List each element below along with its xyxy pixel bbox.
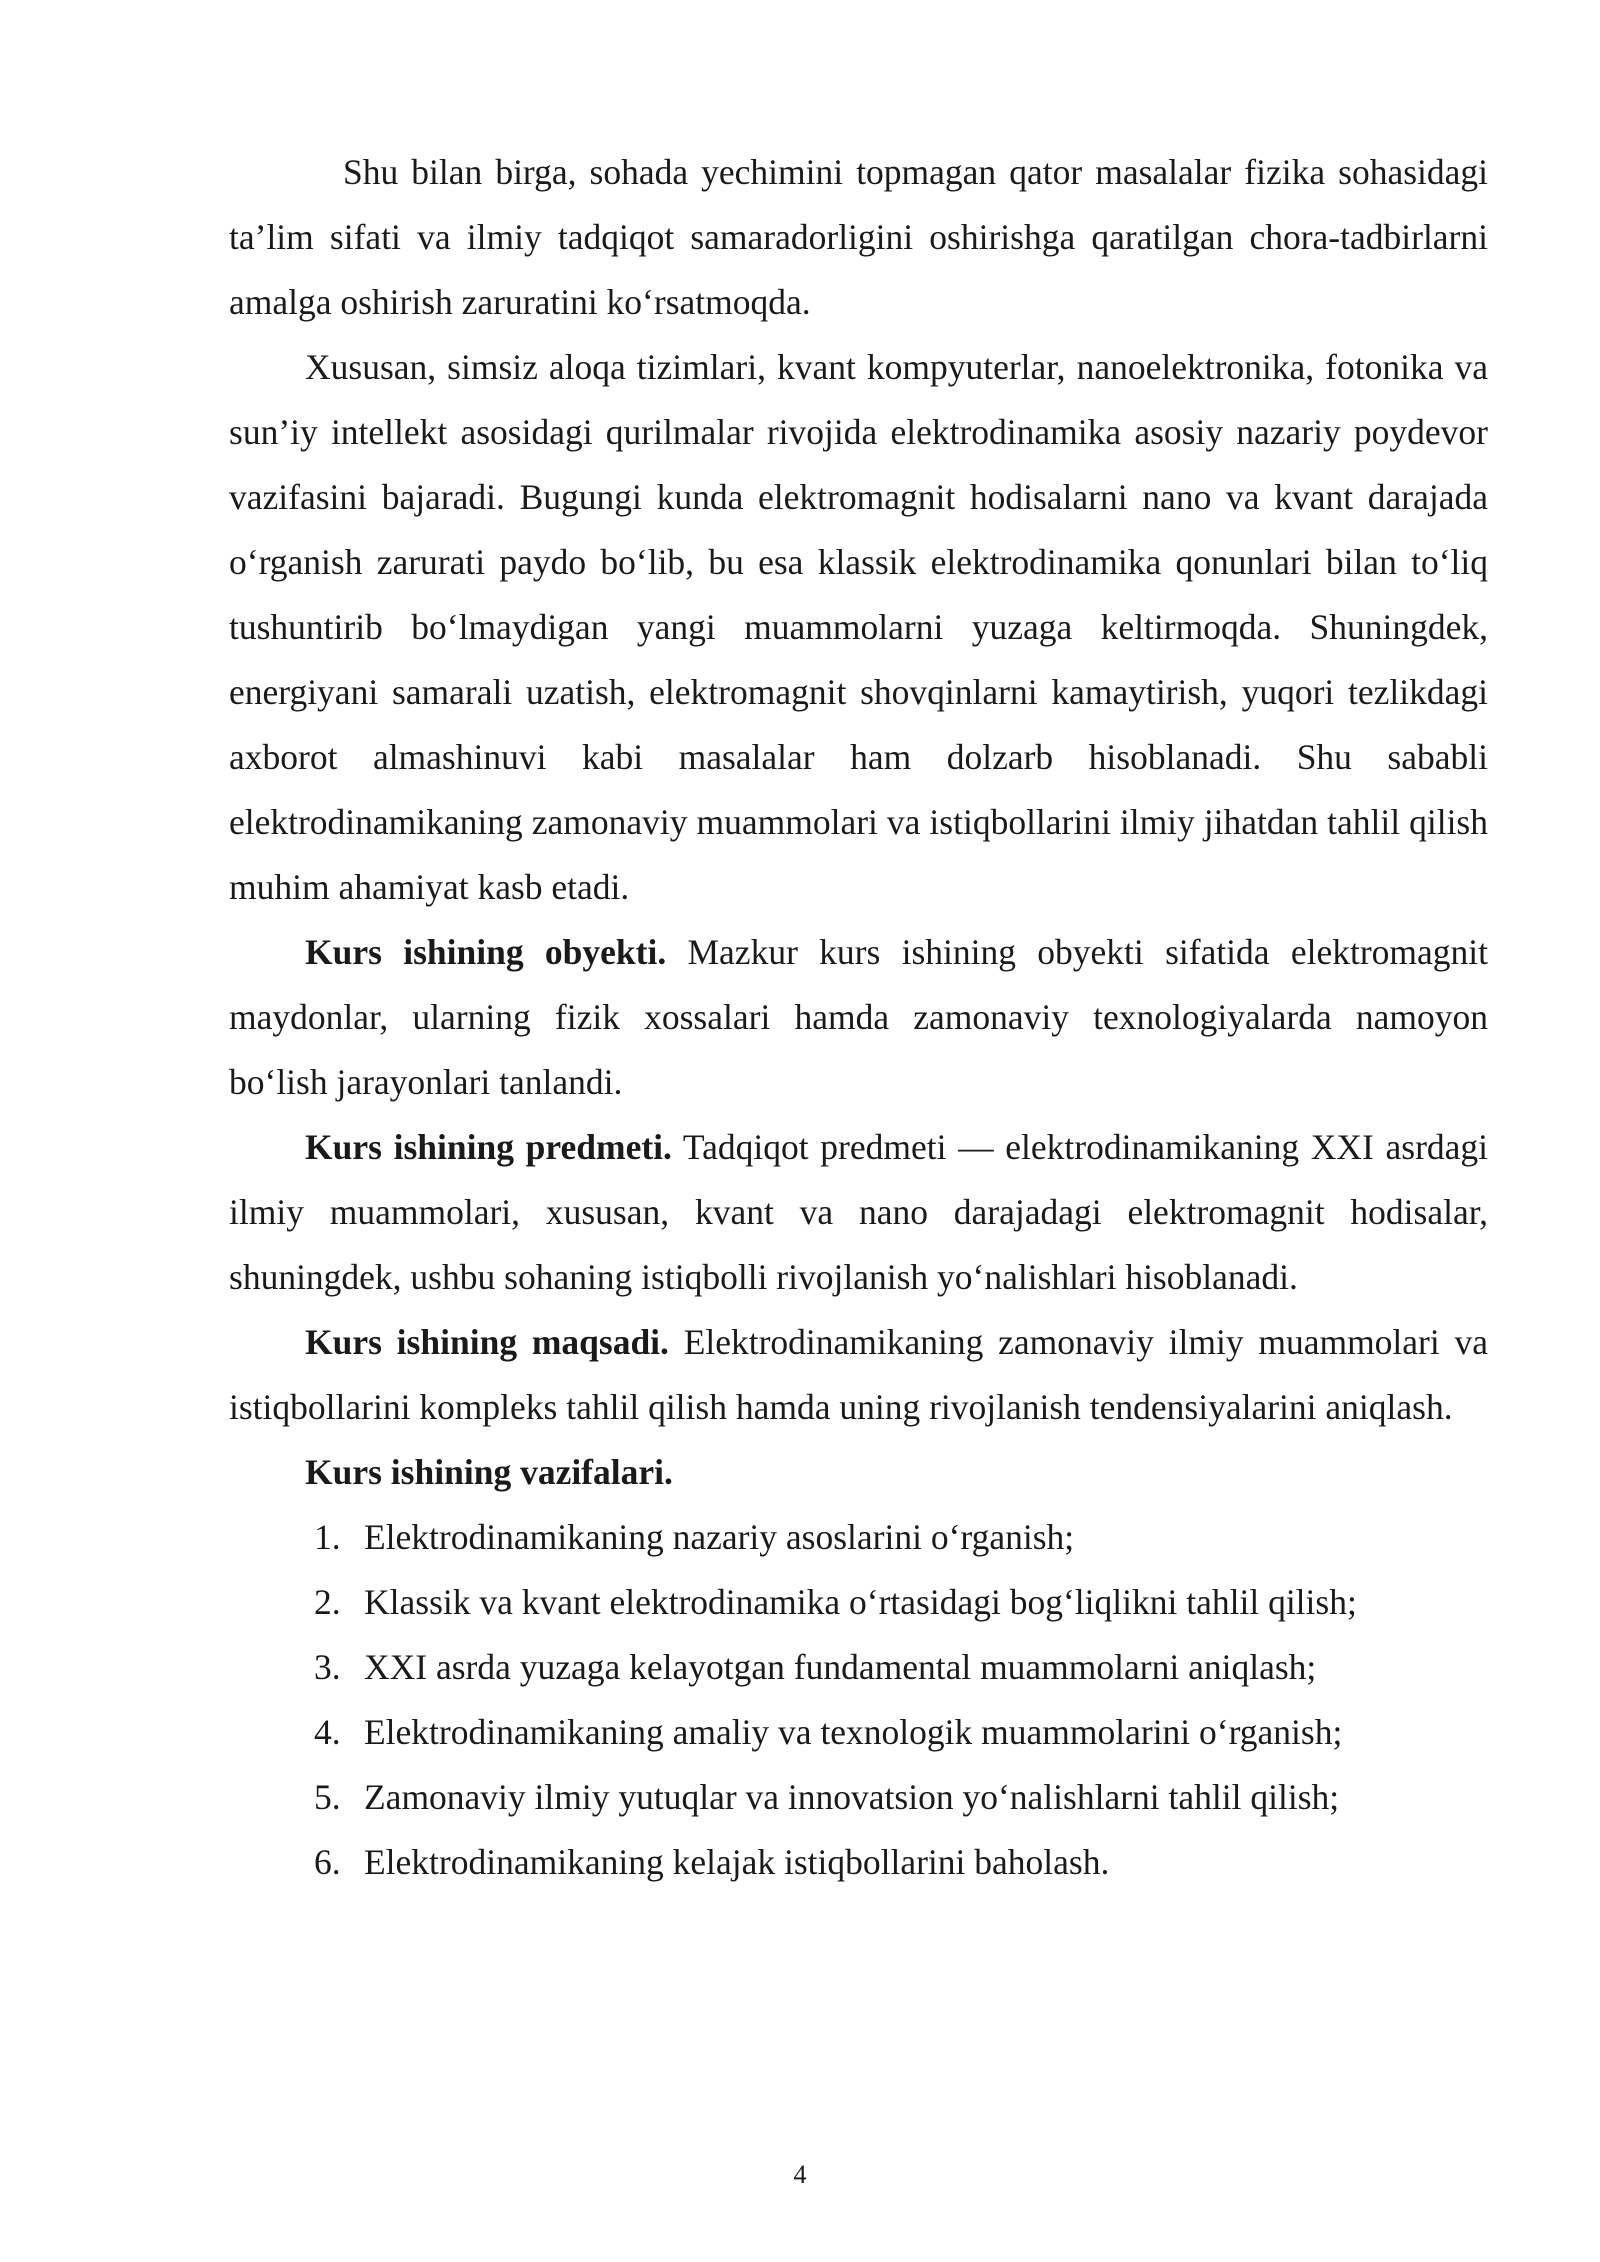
list-item-number: 4.: [314, 1712, 341, 1752]
list-item-text: Elektrodinamikaning amaliy va texnologik muammolarini o‘rganish;: [364, 1712, 1343, 1752]
list-item: [229, 1505, 1488, 1570]
list-item-number: 6.: [314, 1842, 341, 1882]
subject-text: Tadqiqot predmeti — elektrodinamikaning XXI asrdagi ilmiy muammolari, xususan, kvant va nano darajadagi elektromagnit hodisalar, shuningdek, ushbu sohaning istiqbolli rivojlanish yo‘nalishlari hisoblanadi.: [229, 1127, 1489, 1297]
list-item-number: 5.: [314, 1777, 341, 1817]
goal-label: Kurs ishining maqsadi.: [305, 1322, 669, 1362]
list-item: [229, 1830, 1488, 1895]
list-item-text: Elektrodinamikaning nazariy asoslarini o‘rganish;: [364, 1517, 1075, 1557]
page-number: 4: [793, 2160, 807, 2189]
list-item: [229, 1765, 1488, 1830]
paragraph-goal: [229, 1310, 1488, 1440]
object-text: Mazkur kurs ishining obyekti sifatida elektromagnit maydonlar, ularning fizik xossalari hamda zamonaviy texnologiyalarda namoyon bo‘lish jarayonlari tanlandi.: [229, 932, 1488, 1102]
list-item-text: XXI asrda yuzaga kelayotgan fundamental muammolarni aniqlash;: [364, 1647, 1317, 1687]
subject-label: Kurs ishining predmeti.: [305, 1127, 672, 1167]
list-item-number: 2.: [314, 1582, 341, 1622]
tasks-list: [229, 1505, 1488, 1895]
list-item-number: 1.: [314, 1517, 341, 1557]
goal-text: Elektrodinamikaning zamonaviy ilmiy muammolari va istiqbollarini kompleks tahlil qilish hamda uning rivojlanish tendensiyalarini aniqlash.: [229, 1322, 1488, 1427]
paragraph-object: [229, 920, 1488, 1115]
paragraph-relevance: Xususan, simsiz aloqa tizimlari, kvant kompyuterlar, nanoelektronika, fotonika va sun’iy intellekt asosidagi qurilmalar rivojida elektrodinamika asosiy nazariy poydevor vazifasini bajaradi. Bugungi kunda elektromagnit hodisalarni nano va kvant darajada o‘rganish zarurati paydo bo‘lib, bu esa klassik elektrodinamika qonunlari bilan to‘liq tushuntirib bo‘lmaydigan yangi muammolarni yuzaga keltirmoqda. Shuningdek, energiyani samarali uzatish, elektromagnit shovqinlarni kamaytirish, yuqori tezlikdagi axborot almashinuvi kabi masalalar ham dolzarb hisoblanadi. Shu sababli elektrodinamikaning zamonaviy muammolari va istiqbollarini ilmiy jihatdan tahlil qilish muhim ahamiyat kasb etadi.: [229, 347, 1488, 907]
tasks-heading: Kurs ishining vazifalari.: [305, 1452, 673, 1492]
list-item-text: Zamonaviy ilmiy yutuqlar va innovatsion yo‘nalishlarni tahlil qilish;: [364, 1777, 1340, 1817]
paragraph-intro: Shu bilan birga, sohada yechimini topmagan qator masalalar fizika sohasidagi ta’lim sifati va ilmiy tadqiqot samaradorligini oshirishga qaratilgan chora-tadbirlarni amalga oshirish zaruratini ko‘rsatmoqda.: [229, 152, 1488, 322]
object-label: Kurs ishining obyekti.: [305, 932, 667, 972]
list-item-number: 3.: [314, 1647, 341, 1687]
paragraph-subject: [229, 1115, 1488, 1310]
list-item: [229, 1635, 1488, 1700]
list-item: [229, 1570, 1488, 1635]
list-item: [229, 1700, 1488, 1765]
page-content: [229, 140, 1488, 1895]
list-item-text: Klassik va kvant elektrodinamika o‘rtasidagi bog‘liqlikni tahlil qilish;: [364, 1582, 1357, 1622]
list-item-text: Elektrodinamikaning kelajak istiqbollarini baholash.: [364, 1842, 1110, 1882]
